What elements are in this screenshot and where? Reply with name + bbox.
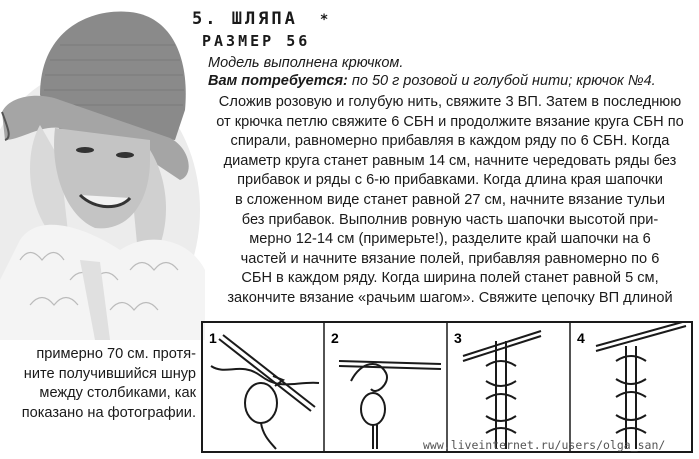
step-1-illustration xyxy=(211,335,319,449)
subtitle: Модель выполнена крючком. xyxy=(208,55,404,71)
pattern-title: 5. ШЛЯПА xyxy=(192,9,298,29)
instruction-line: диаметр круга станет равным 14 см, начните чередовать ряды без xyxy=(223,152,677,169)
step-3-illustration xyxy=(463,331,541,449)
instruction-line: в сложенном виде станет равной 27 см, начните вязание тульи xyxy=(234,191,666,208)
instruction-line: СБН в каждом ряду. Когда ширина полей станет равной 5 см, xyxy=(241,270,659,287)
instruction-line: Сложив розовую и голубую нить, свяжите 3 ВП. Затем в последнюю xyxy=(218,94,682,110)
instruction-line: примерно 70 см. протя- xyxy=(36,346,196,362)
instruction-line: мерно 12-14 см (примерьте!), разделите край шапочки на 6 xyxy=(249,231,651,248)
instruction-line: от крючка петлю свяжите 6 СБН и продолжите вязание круга СБН по xyxy=(216,113,684,130)
instruction-line: без прибавок. Выполнив ровную часть шапочки высотой при- xyxy=(241,211,659,228)
instruction-line: показано на фотографии. xyxy=(21,404,196,421)
instructions-text xyxy=(208,93,692,309)
step-number: 2 xyxy=(331,330,339,346)
instruction-line: между столбиками, как xyxy=(39,385,196,402)
step-4-illustration xyxy=(596,321,686,449)
instruction-line: ните получившийся шнур xyxy=(23,365,196,382)
instructions-continued xyxy=(6,345,196,423)
size-line: РАЗМЕР 56 xyxy=(202,32,311,50)
step-number: 1 xyxy=(209,330,217,346)
difficulty-star: * xyxy=(319,12,332,28)
materials-line xyxy=(208,73,656,89)
instruction-line: частей и начните вязание полей, прибавляя равномерно по 6 xyxy=(240,250,660,267)
materials-label: Вам потребуется: xyxy=(208,73,348,89)
model-photo xyxy=(0,0,210,340)
instruction-line: закончите вязание «рачьим шагом». Свяжите цепочку ВП длиной xyxy=(227,289,673,306)
step-number: 3 xyxy=(454,330,462,346)
instruction-line: прибавок и ряды с 6-ю прибавками. Когда длина края шапочки xyxy=(237,172,663,189)
instruction-line: спирали, равномерно прибавляя в каждом ряду по 6 СБН. Когда xyxy=(230,133,670,150)
pattern-heading xyxy=(192,9,331,50)
source-watermark: www.liveinternet.ru/users/olga_san/ xyxy=(423,438,666,452)
materials-text: по 50 г розовой и голубой нити; крючок №4. xyxy=(347,73,656,89)
step-2-illustration xyxy=(339,361,441,449)
step-number: 4 xyxy=(577,330,585,346)
crochet-step-diagram xyxy=(201,321,693,453)
